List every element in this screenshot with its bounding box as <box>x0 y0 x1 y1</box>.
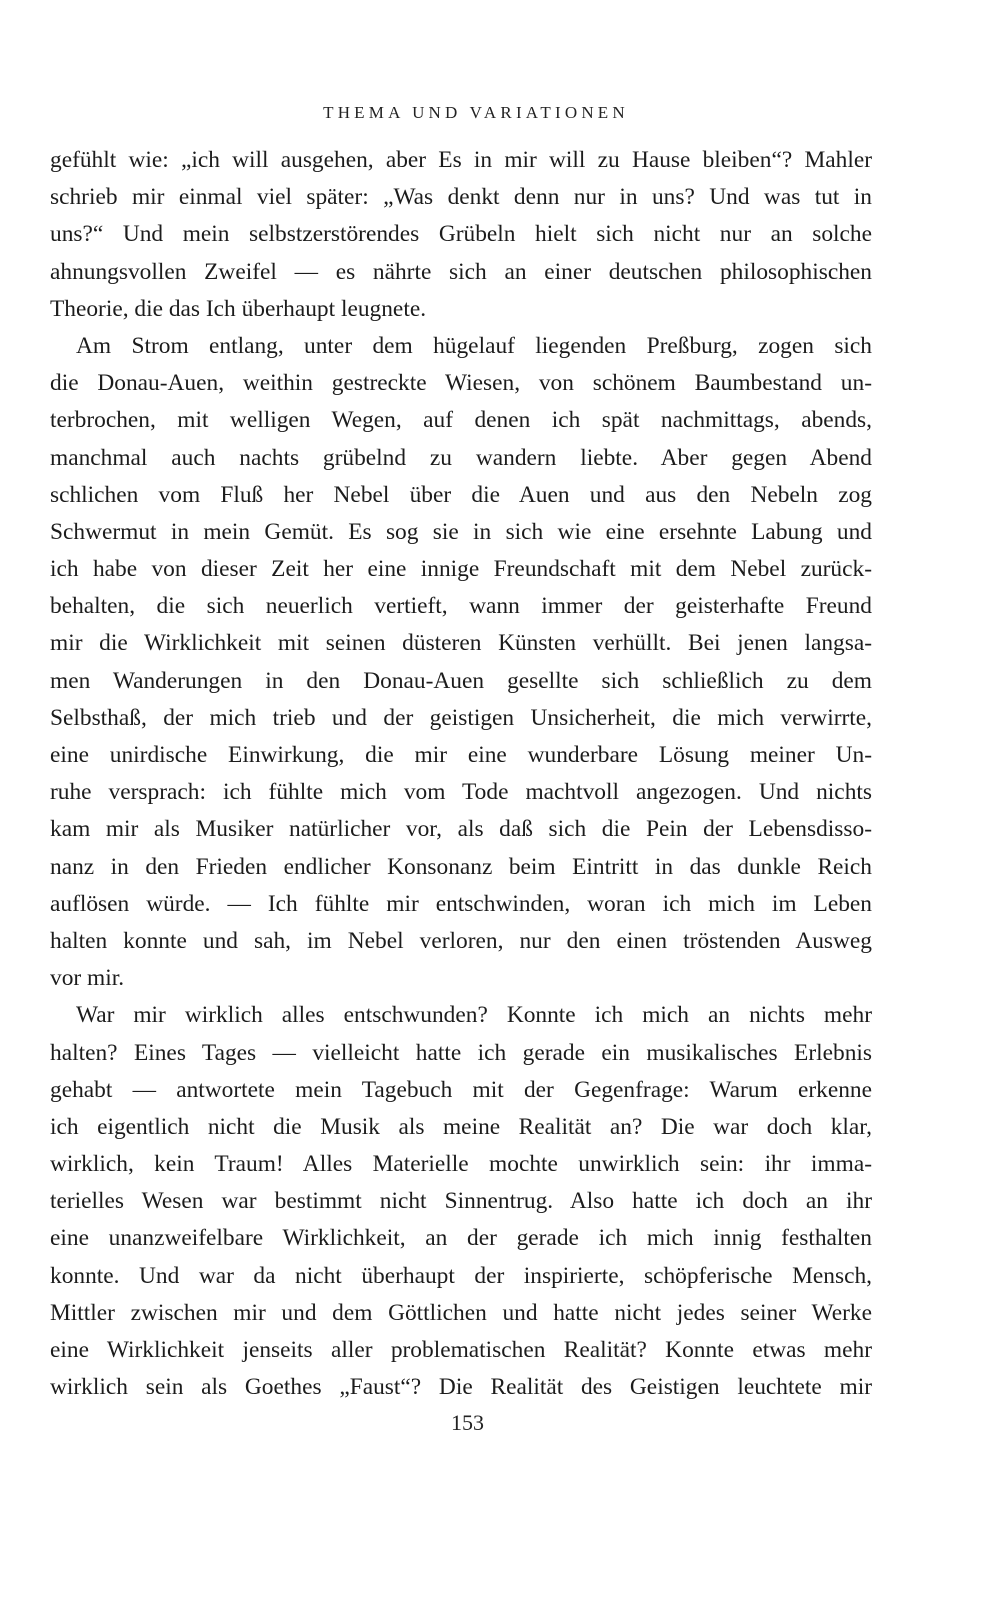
text-line: Schwermut in mein Gemüt. Es sog sie in sich wie eine ersehnte Labung und <box>50 518 872 545</box>
text-line: ahnungsvollen Zweifel — es nährte sich an einer deutschen philosophischen <box>50 258 872 285</box>
text-line: wirklich, kein Traum! Alles Materielle mochte unwirklich sein: ihr imma- <box>50 1151 872 1178</box>
text-line: Am Strom entlang, unter dem hügelauf liegenden Preßburg, zogen sich <box>76 332 872 359</box>
text-line: auflösen würde. — Ich fühlte mir entschwinden, woran ich mich im Leben <box>50 890 872 917</box>
text-line: eine Wirklichkeit jenseits aller problematischen Realität? Konnte etwas mehr <box>50 1337 872 1363</box>
text-line: nanz in den Frieden endlicher Konsonanz beim Eintritt in das dunkle Reich <box>50 853 872 880</box>
text-line: Selbsthaß, der mich trieb und der geistigen Unsicherheit, die mich verwirrte, <box>50 704 872 731</box>
text-line: War mir wirklich alles entschwunden? Konnte ich mich an nichts mehr <box>76 1002 872 1029</box>
running-head: THEMA UND VARIATIONEN <box>323 103 629 122</box>
text-line: behalten, die sich neuerlich vertieft, wann immer der geisterhafte Freund <box>50 593 872 620</box>
text-line: halten? Eines Tages — vielleicht hatte ich gerade ein musikalisches Erlebnis <box>50 1039 872 1066</box>
text-line: konnte. Und war da nicht überhaupt der inspirierte, schöpferische Mensch, <box>50 1262 872 1289</box>
text-line: Mittler zwischen mir und dem Göttlichen und hatte nicht jedes seiner Werke <box>50 1299 872 1326</box>
text-line: gefühlt wie: „ich will ausgehen, aber Es in mir will zu Hause bleiben“? Mahler <box>50 147 872 173</box>
text-line: vor mir. <box>50 965 125 992</box>
text-line: wirklich sein als Goethes „Faust“? Die Realität des Geistigen leuchtete mir <box>50 1374 872 1401</box>
text-line: uns?“ Und mein selbstzerstörendes Grübeln hielt sich nicht nur an solche <box>50 221 872 248</box>
text-line: kam mir als Musiker natürlicher vor, als daß sich die Pein der Lebensdisso- <box>50 816 872 843</box>
text-line: eine unirdische Einwirkung, die mir eine wunderbare Lösung meiner Un- <box>50 742 872 768</box>
text-line: schlichen vom Fluß her Nebel über die Auen und aus den Nebeln zog <box>50 481 872 508</box>
text-line: schrieb mir einmal viel später: „Was denkt denn nur in uns? Und was tut in <box>50 184 872 211</box>
text-line: manchmal auch nachts grübelnd zu wandern liebte. Aber gegen Abend <box>50 444 872 471</box>
text-line: eine unanzweifelbare Wirklichkeit, an der gerade ich mich innig festhalten <box>50 1225 872 1252</box>
text-line: Theorie, die das Ich überhaupt leugnete. <box>50 295 427 322</box>
text-line: ich habe von dieser Zeit her eine innige Freundschaft mit dem Nebel zurück- <box>50 556 872 583</box>
body-text <box>50 142 872 1406</box>
text-line: terbrochen, mit welligen Wegen, auf denen ich spät nachmittags, abends, <box>50 407 872 434</box>
page-number: 153 <box>451 1410 484 1435</box>
text-line: halten konnte und sah, im Nebel verloren, nur den einen tröstenden Ausweg <box>50 927 872 954</box>
text-line: die Donau-Auen, weithin gestreckte Wiesen, von schönem Baumbestand un- <box>50 370 872 397</box>
text-line: men Wanderungen in den Donau-Auen gesellte sich schließlich zu dem <box>50 667 872 694</box>
text-line: mir die Wirklichkeit mit seinen düsteren Künsten verhüllt. Bei jenen langsa- <box>50 630 872 657</box>
text-line: gehabt — antwortete mein Tagebuch mit der Gegenfrage: Warum erkenne <box>50 1076 872 1103</box>
text-line: terielles Wesen war bestimmt nicht Sinnentrug. Also hatte ich doch an ihr <box>50 1188 872 1215</box>
text-line: ich eigentlich nicht die Musik als meine Realität an? Die war doch klar, <box>50 1113 872 1140</box>
text-line: ruhe versprach: ich fühlte mich vom Tode machtvoll angezogen. Und nichts <box>50 779 872 806</box>
